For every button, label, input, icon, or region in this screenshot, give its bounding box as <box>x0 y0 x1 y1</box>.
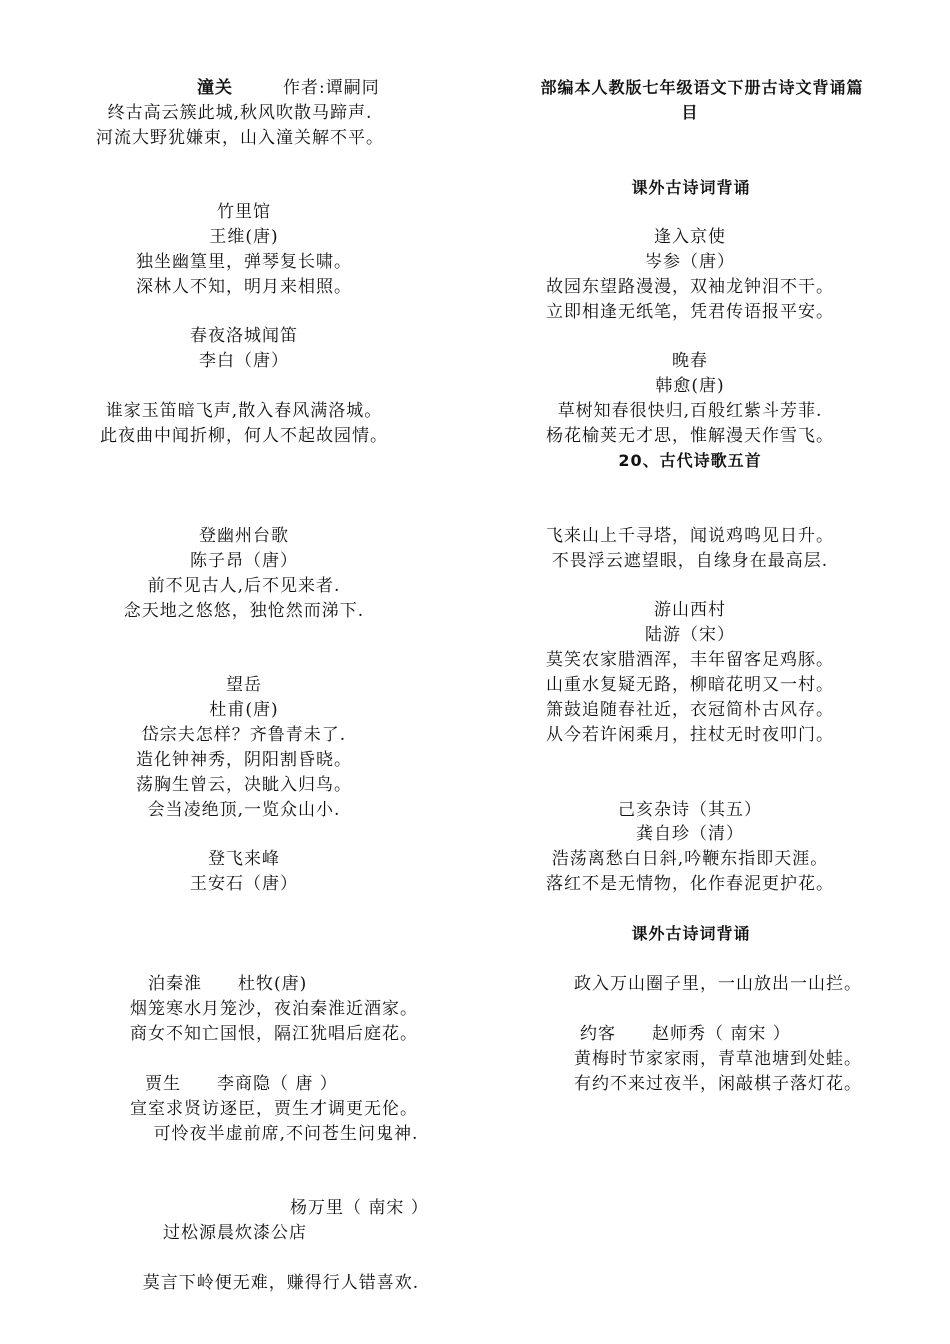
poem-line: 政入万山圈子里，一山放出一山拦。 <box>574 974 862 994</box>
poem-title-tongguan: 潼关 <box>197 78 233 98</box>
poem-line: 此夜曲中闻折柳，何人不起故园情。 <box>100 426 388 446</box>
poem-line: 深林人不知，明月来相照。 <box>136 277 352 297</box>
poem-line: 会当凌绝顶,一览众山小. <box>147 800 341 820</box>
section-heading: 课外古诗词背诵 <box>631 924 751 943</box>
poem-line: 岱宗夫怎样？齐鲁青未了. <box>141 725 347 745</box>
poem-line: 独坐幽篁里，弹琴复长啸。 <box>136 252 352 272</box>
poem-title-songyuan: 过松源晨炊漆公店 <box>163 1223 307 1243</box>
poem-author: 王安石（唐） <box>190 874 298 894</box>
poem-line: 黄梅时节家家雨，青草池塘到处蛙。 <box>574 1049 862 1069</box>
poem-heading-boqinhuai: 泊秦淮 杜牧(唐) <box>148 974 308 994</box>
poem-line: 谁家玉笛暗飞声,散入春风满洛城。 <box>105 401 383 421</box>
poem-author: 龚自珍（清） <box>636 824 744 844</box>
poem-title-zhuliguan: 竹里馆 <box>217 202 271 222</box>
poem-author: 李白（唐） <box>199 351 289 371</box>
poem-title-youshanxi: 游山西村 <box>654 600 726 620</box>
poem-line: 宣室求贤访逐臣，贾生才调更无伦。 <box>130 1099 418 1119</box>
section-heading: 课外古诗词背诵 <box>631 178 751 197</box>
poem-line: 浩荡离愁白日斜,吟鞭东指即天涯。 <box>551 849 829 869</box>
poem-line: 箫鼓追随春社近，衣冠简朴古风存。 <box>546 700 834 720</box>
poem-line: 终古高云簇此城,秋风吹散马蹄声. <box>107 103 373 123</box>
poem-author: 岑参（唐） <box>645 252 735 272</box>
poem-title-wanchun: 晚春 <box>672 351 708 371</box>
poem-line: 念天地之悠悠，独怆然而涕下. <box>123 601 365 621</box>
poem-line: 商女不知亡国恨，隔江犹唱后庭花。 <box>130 1024 418 1044</box>
poem-author: 王维(唐) <box>209 227 279 247</box>
poem-line: 烟笼寒水月笼沙，夜泊秦淮近酒家。 <box>130 999 418 1019</box>
poem-line: 故园东望路漫漫，双袖龙钟泪不干。 <box>546 277 834 297</box>
poem-title-jihai: 己亥杂诗（其五） <box>618 800 762 820</box>
section-heading: 20、古代诗歌五首 <box>618 451 762 470</box>
poem-line: 荡胸生曾云，决眦入归鸟。 <box>136 775 352 795</box>
poem-line: 草树知春很快归,百般红紫斗芳菲. <box>557 401 823 421</box>
poem-author: 杜甫(唐) <box>209 700 279 720</box>
poem-line: 莫笑农家腊酒浑，丰年留客足鸡豚。 <box>546 650 834 670</box>
poem-heading-yueke: 约客 赵师秀（ 南宋 ） <box>580 1024 791 1044</box>
poem-title-wangyue: 望岳 <box>226 675 262 695</box>
poem-line: 飞来山上千寻塔，闻说鸡鸣见日升。 <box>546 526 834 546</box>
poem-title-dengyouzhou: 登幽州台歌 <box>199 526 289 546</box>
poem-line: 有约不来过夜半，闲敲棋子落灯花。 <box>574 1074 862 1094</box>
poem-line: 杨花榆荚无才思，惟解漫天作雪飞。 <box>546 426 834 446</box>
poem-title-chunye: 春夜洛城闻笛 <box>190 326 298 346</box>
poem-line: 山重水复疑无路，柳暗花明又一村。 <box>546 675 834 695</box>
poem-author-tongguan: 作者:谭嗣同 <box>283 78 380 98</box>
poem-line: 莫言下岭便无难，赚得行人错喜欢. <box>142 1273 420 1293</box>
poem-author: 陈子昂（唐） <box>190 551 298 571</box>
poem-line: 前不见古人,后不见来者. <box>147 576 341 596</box>
poem-author: 陆游（宋） <box>645 625 735 645</box>
poem-line: 可怜夜半虚前席,不问苍生问鬼神. <box>153 1124 419 1144</box>
poem-title-dengfeilai: 登飞来峰 <box>208 849 280 869</box>
poem-line: 落红不是无情物，化作春泥更护花。 <box>546 874 834 894</box>
poem-line: 从今若许闲乘月，拄杖无时夜叩门。 <box>546 725 834 745</box>
poem-author-yangwanli: 杨万里（ 南宋 ） <box>290 1198 429 1218</box>
poem-line: 不畏浮云遮望眼，自缘身在最高层. <box>551 551 829 571</box>
poem-line: 造化钟神秀，阴阳割昏晓。 <box>136 750 352 770</box>
poem-heading-jiasheng: 贾生 李商隐（ 唐 ） <box>145 1074 338 1094</box>
poem-line: 立即相逢无纸笔，凭君传语报平安。 <box>546 302 834 322</box>
poem-title-fengru: 逢入京使 <box>654 227 726 247</box>
document-header: 部编本人教版七年级语文下册古诗文背诵篇 <box>540 78 864 97</box>
poem-line: 河流大野犹嫌束，山入潼关解不平。 <box>96 128 384 148</box>
document-header: 目 <box>681 103 699 122</box>
poem-author: 韩愈(唐) <box>655 376 725 396</box>
